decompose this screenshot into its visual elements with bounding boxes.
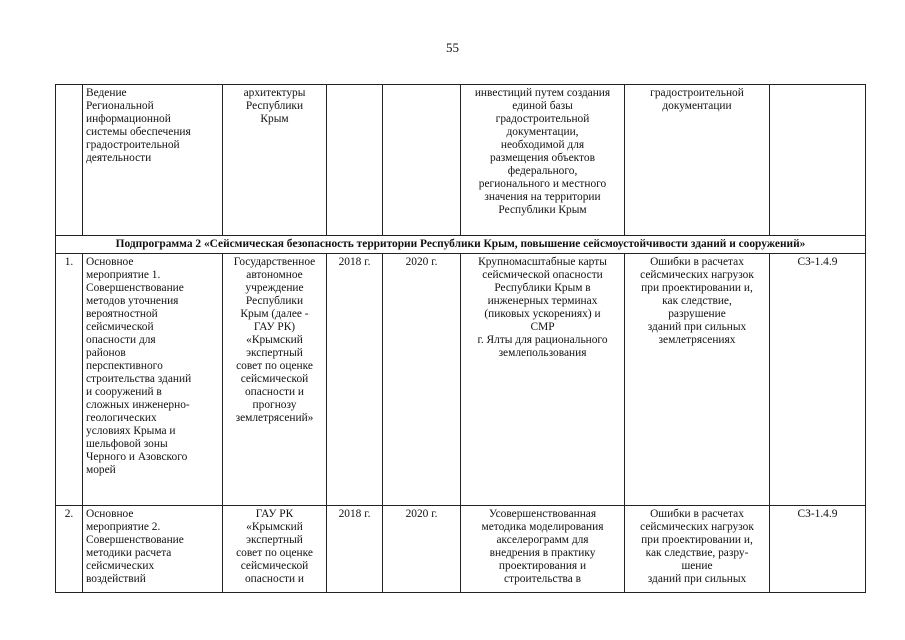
table-row — [56, 85, 866, 236]
program-activities-table — [55, 84, 866, 593]
end-year-cell: 2020 г. — [383, 506, 461, 593]
consequences-cell: Ошибки в расчетах сейсмических нагрузок при проектировании и, как следствие, разру- шение зданий при сильных — [625, 506, 770, 593]
expected-result-cell: Усовершенствованная методика моделирования акселерограмм для внедрения в практику проектирования и строительства в — [461, 506, 625, 593]
row-number-cell: 1. — [56, 254, 83, 506]
activity-name-cell: Основное мероприятие 1. Совершенствование методов уточнения вероятностной сейсмической опасности для районов перспективного строительства зданий и сооружений в сложных инженерно- геологических условиях Крыма и шельфовой зоны Черного и Азовского морей — [83, 254, 223, 506]
indicator-cell — [770, 85, 866, 236]
start-year-cell — [327, 85, 383, 236]
consequences-cell: градостроительной документации — [625, 85, 770, 236]
activity-name-cell: Основное мероприятие 2. Совершенствование методики расчета сейсмических воздействий — [83, 506, 223, 593]
end-year-cell: 2020 г. — [383, 254, 461, 506]
end-year-cell — [383, 85, 461, 236]
row-number-cell: 2. — [56, 506, 83, 593]
indicator-cell: СЗ-1.4.9 — [770, 254, 866, 506]
executor-cell: архитектуры Республики Крым — [223, 85, 327, 236]
executor-cell: ГАУ РК «Крымский экспертный совет по оценке сейсмической опасности и — [223, 506, 327, 593]
expected-result-cell: Крупномасштабные карты сейсмической опасности Республики Крым в инженерных терминах (пиковых ускорениях) и СМР г. Ялты для рационального землепользования — [461, 254, 625, 506]
expected-result-cell: инвестиций путем создания единой базы градостроительной документации, необходимой для размещения объектов федерального, регионального и местного значения на территории Республики Крым — [461, 85, 625, 236]
executor-cell: Государственное автономное учреждение Республики Крым (далее - ГАУ РК) «Крымский экспертный совет по оценке сейсмической опасности и прогнозу землетрясений» — [223, 254, 327, 506]
activity-name-cell: Ведение Региональной информационной системы обеспечения градостроительной деятельности — [83, 85, 223, 236]
table-row — [56, 254, 866, 506]
indicator-cell: СЗ-1.4.9 — [770, 506, 866, 593]
subprogram-title: Подпрограмма 2 «Сейсмическая безопасность территории Республики Крым, повышение сейсмоустойчивости зданий и сооружений» — [56, 236, 866, 254]
subprogram-header-row — [56, 236, 866, 254]
table-row — [56, 506, 866, 593]
start-year-cell: 2018 г. — [327, 506, 383, 593]
start-year-cell: 2018 г. — [327, 254, 383, 506]
consequences-cell: Ошибки в расчетах сейсмических нагрузок при проектировании и, как следствие, разрушение зданий при сильных землетрясениях — [625, 254, 770, 506]
page-number: 55 — [446, 40, 459, 55]
row-number-cell — [56, 85, 83, 236]
